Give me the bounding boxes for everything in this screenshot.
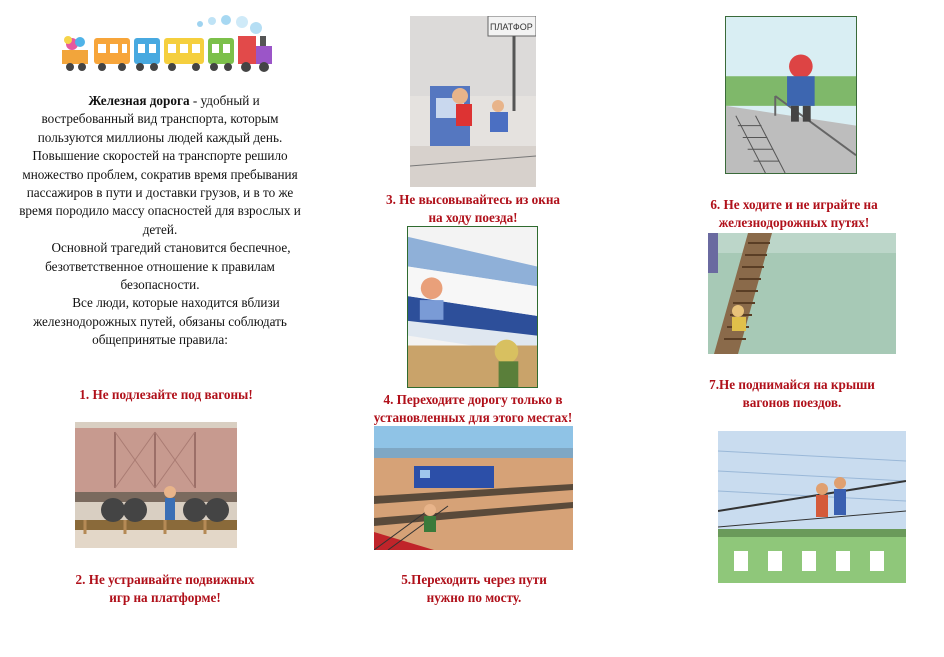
rule-7-line-2: вагонов поездов.	[742, 394, 842, 410]
rule-4-line-2: установленных для этого местах!	[373, 409, 573, 425]
rule-5-line-2: нужно по мосту.	[426, 589, 522, 605]
bridge-crossing-illustration	[374, 426, 573, 550]
rule-4	[340, 391, 606, 426]
toy-train-illustration	[60, 14, 282, 76]
intro-lead-bold: Железная дорога	[88, 93, 190, 108]
intro-text	[14, 92, 306, 350]
stairs-tracks-illustration	[725, 16, 857, 174]
rule-5	[346, 571, 602, 606]
wagon-roof-illustration	[718, 431, 906, 583]
rule-6	[676, 196, 912, 231]
intro-paragraph-2: Основной трагедий становится беспечное, безответственное отношение к правилам безопасности.	[45, 240, 291, 293]
rule-2-line-1: 2. Не устраивайте подвижных	[75, 572, 255, 587]
rule-4-line-1: 4. Переходите дорогу только в	[383, 392, 563, 407]
rule-5-line-1: 5.Переходить через пути	[401, 572, 547, 587]
rule-1: 1. Не подлезайте под вагоны!	[79, 387, 253, 402]
intro-lead-rest: - удобный и востребованный вид транспорта, которым пользуются миллионы людей каждый день. Повышение скоростей на транспорте решило множество проблем, сократив время пребывания пассажиров в пути и доставки грузов, и в то же время породило массу опасностей для взрослых и детей.	[19, 93, 301, 237]
rule-2	[20, 571, 310, 606]
intro-paragraph-3: Все люди, которые находится вблизи железнодорожных путей, обязаны соблюдать общепринятые правила:	[33, 295, 287, 348]
platform-sign: ПЛАТФОР	[490, 22, 533, 32]
wagon-illustration	[75, 422, 237, 548]
rule-3	[338, 191, 608, 226]
rule-3-line-2: на ходу поезда!	[428, 209, 518, 225]
platform-train-illustration	[410, 16, 536, 187]
rule-6-line-1: 6. Не ходите и не играйте на	[710, 197, 878, 212]
rule-6-line-2: железнодорожных путях!	[718, 214, 870, 230]
children-tracks-illustration	[708, 233, 896, 354]
rule-7-line-1: 7.Не поднимайся на крыши	[709, 377, 875, 392]
train-window-illustration	[407, 226, 538, 388]
rule-7	[670, 376, 914, 411]
rule-3-line-1: 3. Не высовывайтесь из окна	[385, 192, 561, 207]
rule-2-line-2: игр на платформе!	[109, 589, 221, 605]
